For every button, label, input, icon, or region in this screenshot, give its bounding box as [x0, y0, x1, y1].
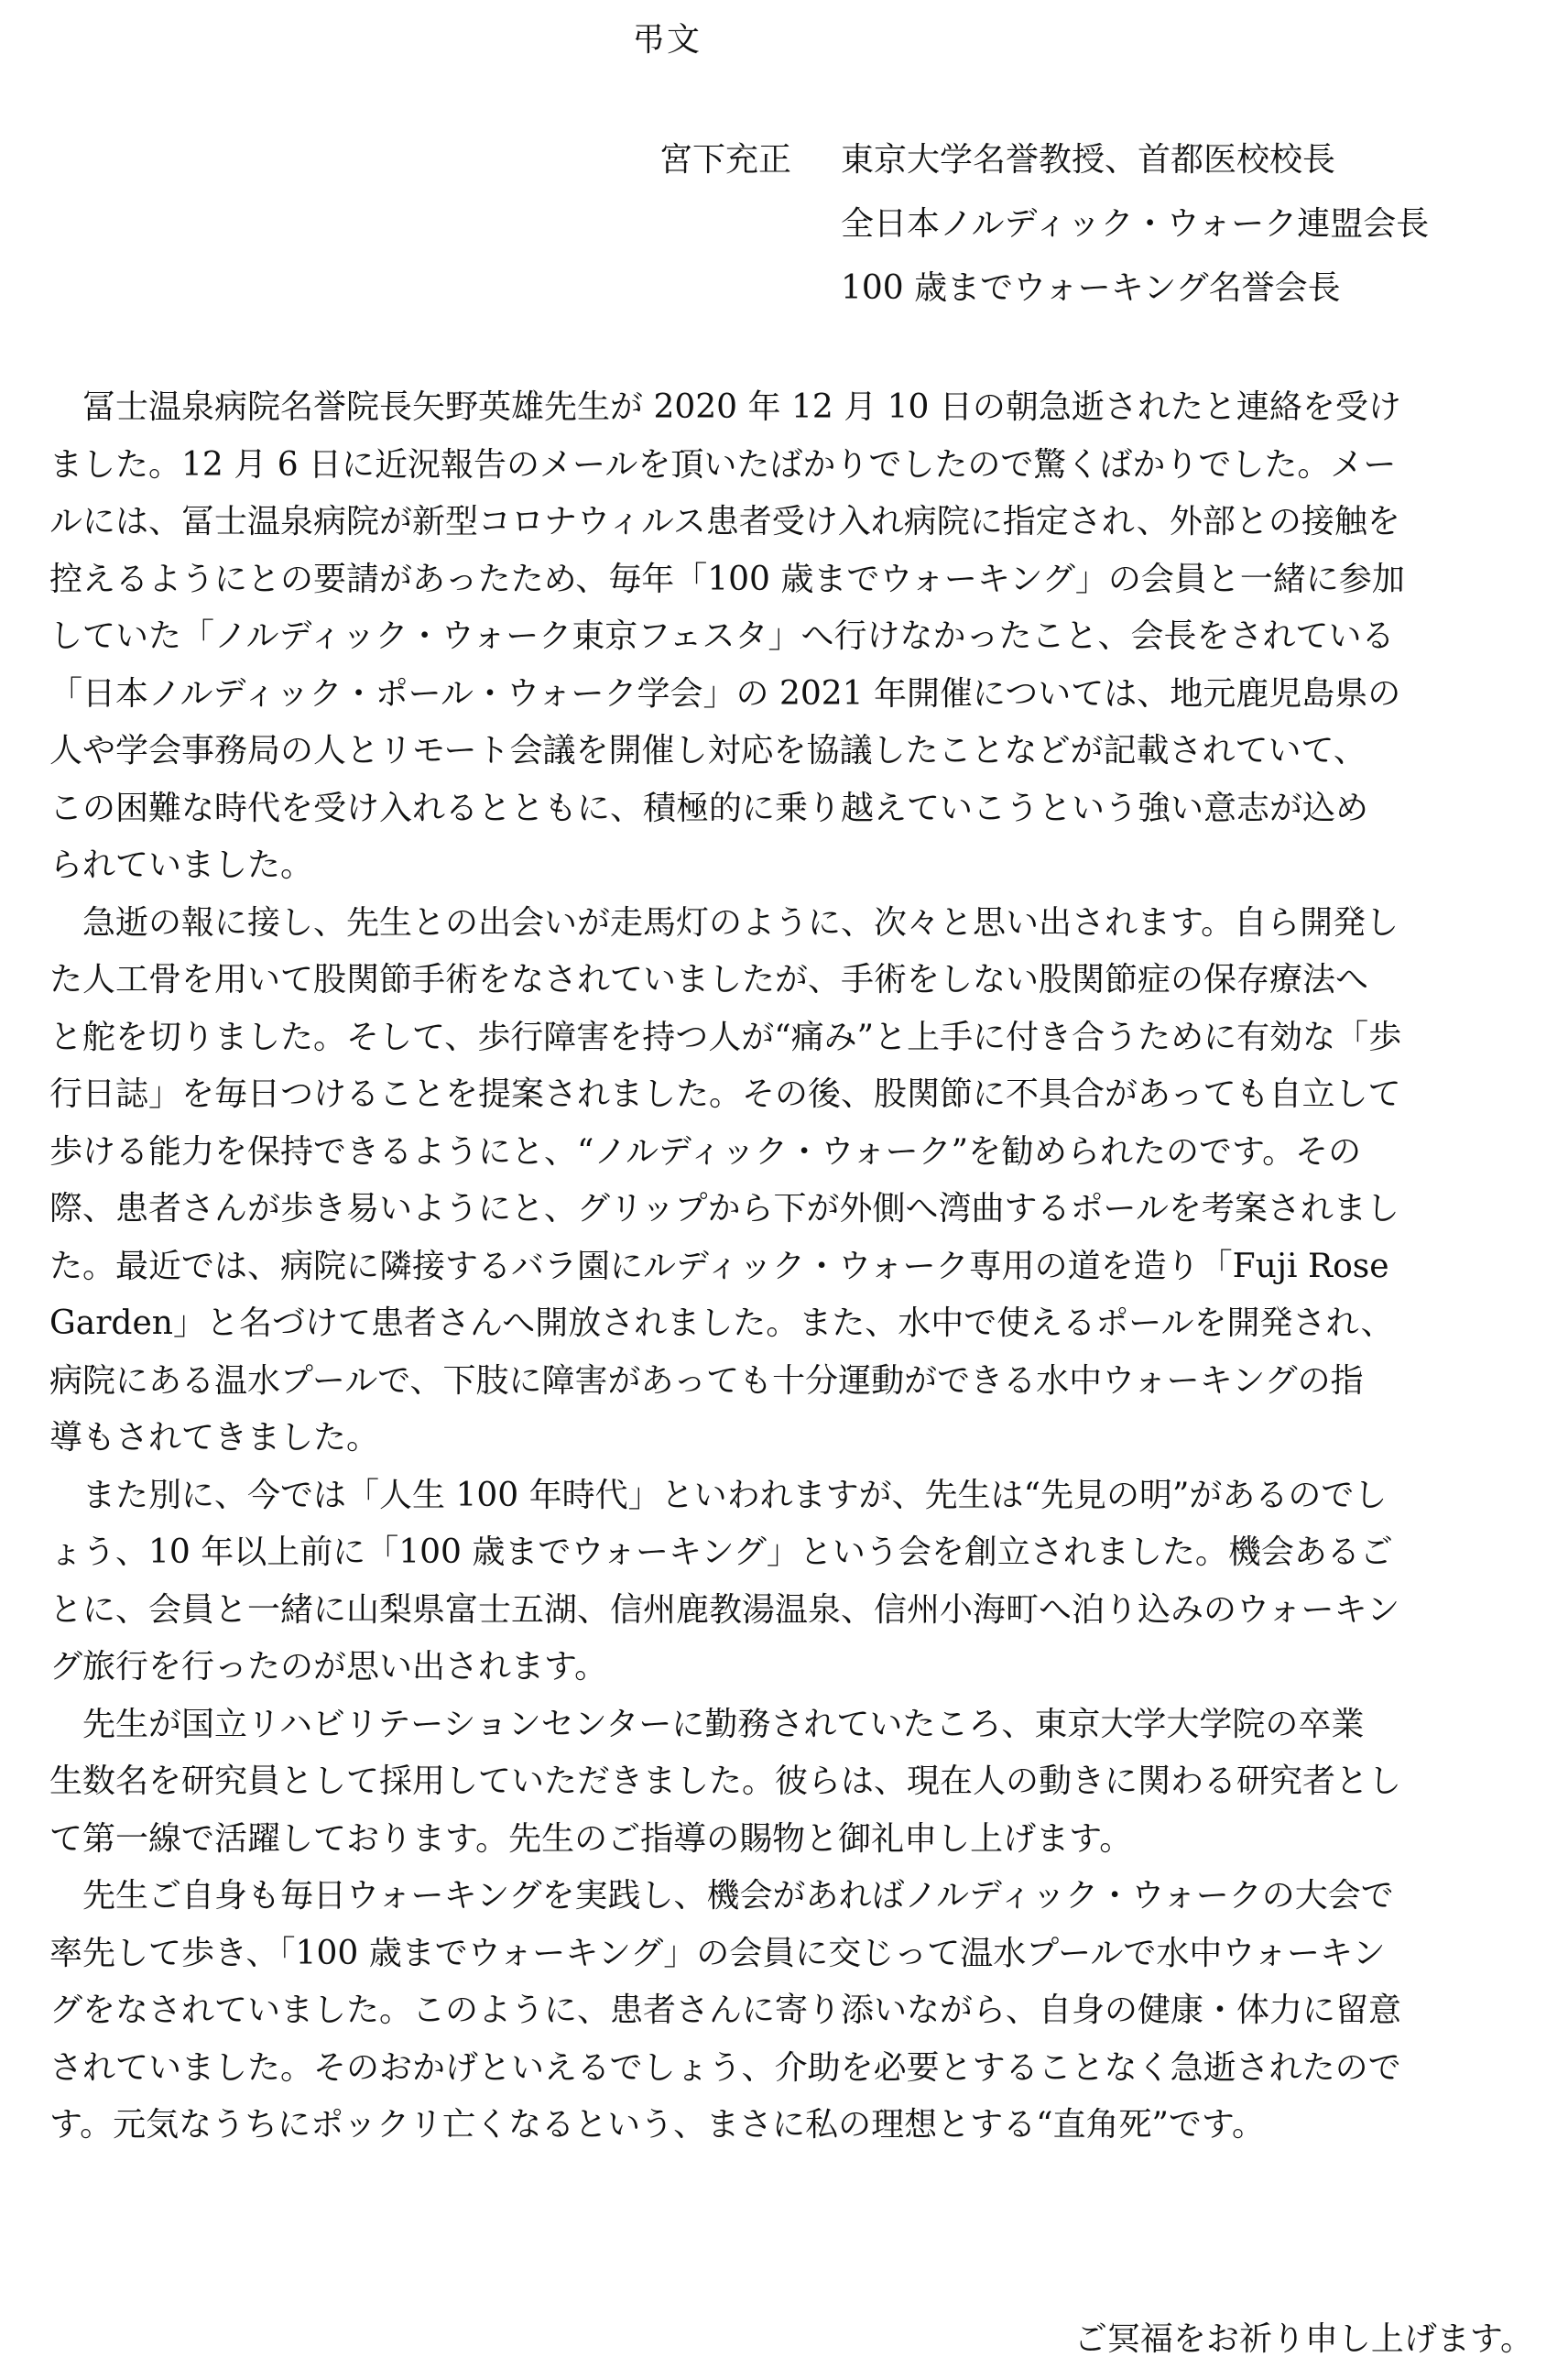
text-line: 病院にある温水プールで、下肢に障害があっても十分運動ができる水中ウォーキングの指	[49, 1361, 1364, 1400]
text-line: 先生が国立リハビリテーションセンターに勤務されていたころ、東京大学大学院の卒業	[49, 1705, 1365, 1743]
text-line: 人や学会事務局の人とリモート会議を開催し対応を協議したことなどが記載されていて、	[49, 732, 1367, 769]
text-line: 行日誌」を毎日つけることを提案されました。その後、股関節に不具合があっても自立して	[49, 1075, 1401, 1113]
text-line: ょう、10 年以上前に「100 歳までウォーキング」という会を創立されました。機会あるご	[49, 1533, 1393, 1571]
text-line: Garden」と名づけて患者さんへ開放されました。また、水中で使えるポールを開発され、	[49, 1304, 1394, 1342]
text-line: 導もされてきました。	[49, 1419, 380, 1457]
text-line: 「日本ノルディック・ポール・ウォーク学会」の 2021 年開催については、地元鹿児島県の	[49, 674, 1401, 713]
author-title-line: 全日本ノルディック・ウォーク連盟会長	[841, 205, 1430, 243]
author-titles	[841, 128, 1429, 321]
text-line: ました。12 月 6 日に近況報告のメールを頂いたばかりでしたので驚くばかりでした。メー	[49, 445, 1397, 484]
text-line: 歩ける能力を保持できるようにと、“ノルディック・ウォーク”を勧められたのです。その	[49, 1132, 1362, 1171]
text-line: ルには、冨士温泉病院が新型コロナウィルス患者受け入れ病院に指定され、外部との接触を	[49, 503, 1400, 540]
text-line: 率先して歩き、「100 歳までウォーキング」の会員に交じって温水プールで水中ウォーキン	[49, 1934, 1386, 1972]
text-line: 先生ご自身も毎日ウォーキングを実践し、機会があればノルディック・ウォークの大会で	[49, 1877, 1394, 1915]
text-line: た。最近では、病院に隣接するバラ園にルディック・ウォーク専用の道を造り「Fuji Rose	[49, 1247, 1389, 1285]
text-line: 際、患者さんが歩き易いようにと、グリップから下が外側へ湾曲するポールを考案されまし	[49, 1190, 1399, 1228]
text-line: た人工骨を用いて股関節手術をなされていましたが、手術をしない股関節症の保存療法へ	[49, 961, 1369, 998]
text-line: とに、会員と一緒に山梨県富士五湖、信州鹿教湯温泉、信州小海町へ泊り込みのウォーキン	[49, 1590, 1400, 1629]
text-line: て第一線で活躍しております。先生のご指導の賜物と御礼申し上げます。	[49, 1819, 1133, 1858]
text-line: 控えるようにとの要請があったため、毎年「100 歳までウォーキング」の会員と一緒に参加	[49, 560, 1405, 598]
closing-line: ご冥福をお祈り申し上げます。	[1073, 2320, 1533, 2358]
text-line: この困難な時代を受け入れるとともに、積極的に乗り越えていこうという強い意志が込め	[49, 789, 1369, 827]
text-line: また別に、今では「人生 100 年時代」といわれますが、先生は“先見の明”があるのでし	[49, 1476, 1388, 1514]
text-line: していた「ノルディック・ウォーク東京フェスタ」へ行けなかったこと、会長をされている	[49, 617, 1395, 655]
text-line: されていました。そのおかげといえるでしょう、介助を必要とすることなく急逝されたので	[49, 2048, 1401, 2087]
text-line: 冨士温泉病院名誉院長矢野英雄先生が 2020 年 12 月 10 日の朝急逝されたと連絡を受け	[49, 388, 1401, 426]
author-title-line: 東京大学名誉教授、首都医校校長	[841, 141, 1336, 179]
body-text	[49, 379, 1515, 2155]
text-line: す。元気なうちにポックリ亡くなるという、まさに私の理想とする“直角死”です。	[49, 2106, 1266, 2144]
author-name: 宮下充正	[659, 141, 792, 179]
author-title-line: 100 歳までウォーキング名誉会長	[841, 269, 1341, 307]
text-line: グ旅行を行ったのが思い出されます。	[49, 1648, 608, 1686]
document-title: 弔文	[632, 21, 702, 59]
text-line: グをなされていました。このように、患者さんに寄り添いながら、自身の健康・体力に留意	[49, 1992, 1402, 2029]
text-line: 生数名を研究員として採用していただきました。彼らは、現在人の動きに関わる研究者とし	[49, 1762, 1402, 1800]
text-line: られていました。	[49, 846, 314, 884]
text-line: 急逝の報に接し、先生との出会いが走馬灯のように、次々と思い出されます。自ら開発し	[49, 903, 1399, 942]
text-line: と舵を切りました。そして、歩行障害を持つ人が“痛み”と上手に付き合うために有効な「歩	[49, 1018, 1402, 1056]
